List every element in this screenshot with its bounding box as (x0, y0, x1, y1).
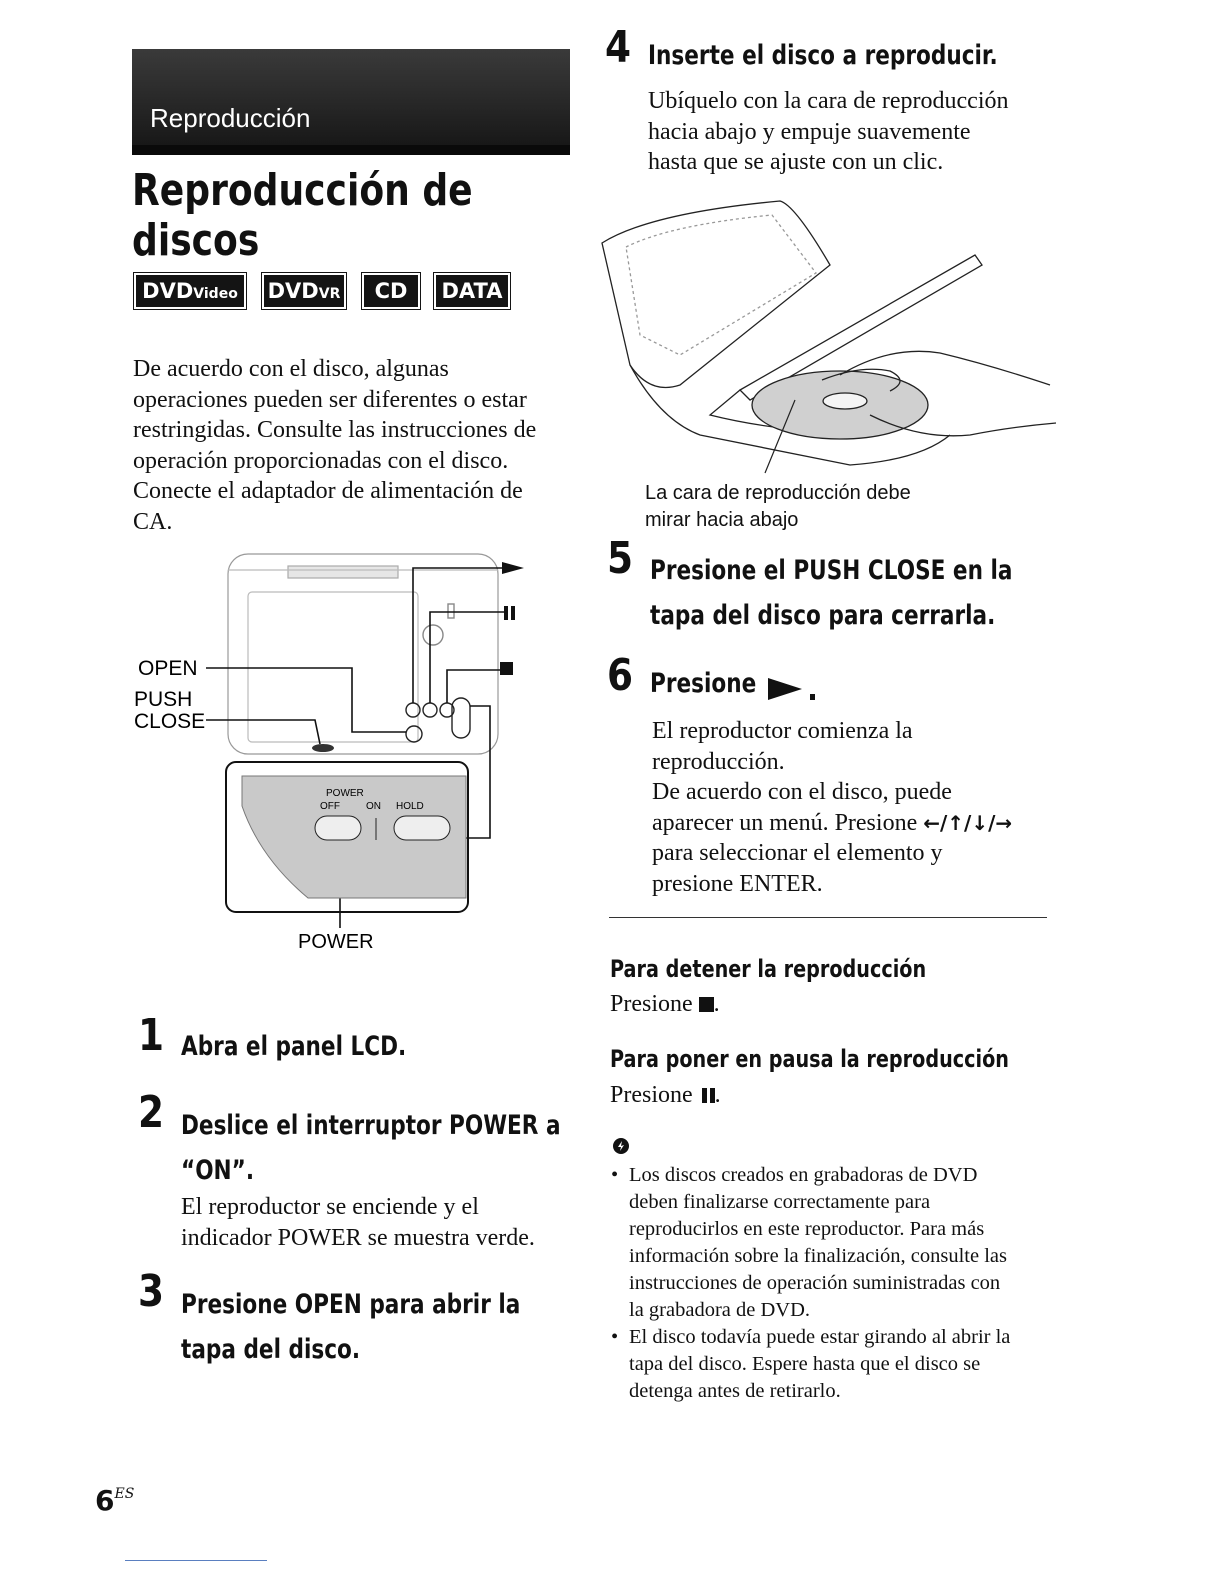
play-icon (768, 674, 828, 706)
tip-line: reproducirlos en este reproductor. Para más (629, 1218, 985, 1240)
tip-line: deben finalizarse correctamente para (629, 1191, 931, 1213)
push-close-latch (312, 744, 334, 752)
step-3-heading-line: tapa del disco. (181, 1334, 361, 1365)
step-2-body (181, 1192, 535, 1253)
section-header-underbar (132, 145, 570, 155)
step-6-heading-line: Presione (650, 668, 757, 699)
step-3-heading-line: Presione OPEN para abrir la (181, 1289, 521, 1320)
pause-icon (702, 1088, 707, 1103)
label-open: OPEN (138, 657, 198, 680)
disc-insertion-illustration (590, 195, 1070, 485)
switch-power-text: POWER (326, 788, 364, 799)
stop-text-label: Presione (610, 991, 693, 1017)
step-4-heading-line: Inserte el disco a reproducir. (648, 40, 998, 71)
intro-line: Conecte el adaptador de alimentación de (133, 478, 523, 504)
step-4-body (648, 86, 1009, 178)
player-controls-diagram (130, 548, 550, 958)
hold-switch (394, 816, 450, 840)
step-2-body-line: indicador POWER se muestra verde. (181, 1224, 535, 1251)
step-4-body-line: hasta que se ajuste con un clic. (648, 149, 944, 175)
step-1 (138, 1010, 169, 1061)
pause-text-label: Presione (610, 1082, 693, 1108)
intro-line: operaciones pueden ser diferentes o estar (133, 386, 527, 413)
page-title-line-1: Reproducción de (132, 165, 473, 216)
badge-dvd-video (134, 273, 246, 309)
intro-line: operación proporcionadas con el disco. (133, 447, 509, 474)
page-number-digit: 6 (95, 1484, 115, 1517)
step-3-number: 3 (138, 1266, 165, 1317)
stop-icon (699, 997, 714, 1012)
switch-on-text: ON (366, 801, 381, 812)
stop-text: Presione . (610, 991, 720, 1017)
step-2-heading-line: “ON”. (181, 1155, 255, 1186)
step-5-heading (650, 550, 1103, 640)
divider (609, 917, 1047, 918)
step-6 (607, 650, 638, 701)
step-4-body-line: Ubíquelo con la cara de reproducción (648, 88, 1009, 114)
step-4-number: 4 (605, 22, 632, 73)
step-6-body-line: El reproductor comienza la (652, 718, 913, 744)
figure-caption-line: La cara de reproducción debe (645, 482, 911, 504)
step-6-body (652, 716, 1072, 899)
switch-hold-text: HOLD (396, 801, 424, 812)
step-2-number: 2 (138, 1087, 165, 1138)
intro-line: restringidas. Consulte las instrucciones de (133, 417, 537, 443)
badge-dvd-vr-main: DVD (267, 279, 319, 303)
page-number (95, 1484, 134, 1517)
arrow-keys-icon: ←/↑/↓/→ (923, 810, 1013, 835)
intro-line: CA. (133, 508, 173, 535)
step-6-body-line: para seleccionar el elemento y (652, 840, 943, 866)
step-6-body-line: De acuerdo con el disco, puede (652, 779, 952, 805)
step-1-number: 1 (138, 1010, 165, 1061)
tips-list (611, 1162, 1061, 1405)
tip-line: detenga antes de retirarlo. (629, 1380, 841, 1402)
step-6-body-line: reproducción. (652, 748, 785, 775)
step-4-body-line: hacia abajo y empuje suavemente (648, 118, 971, 145)
step-1-heading-line: Abra el panel LCD. (181, 1031, 407, 1062)
stop-heading (610, 955, 1005, 983)
step-1-heading (181, 1031, 463, 1062)
label-power: POWER (298, 931, 374, 953)
lcd-panel (602, 201, 830, 388)
step-5-heading-line: tapa del disco para cerrarla. (650, 600, 996, 631)
step-2 (138, 1087, 169, 1138)
figure-caption (645, 480, 911, 534)
tip-line: • El disco todavía puede estar girando al abrir la (629, 1326, 1011, 1348)
step-2-heading-line: Deslice el interruptor POWER a (181, 1110, 561, 1141)
badge-dvd-video-main: DVD (142, 279, 194, 303)
tip-line: instrucciones de operación suministradas con (629, 1272, 1001, 1294)
intro-paragraph (133, 354, 583, 537)
tip-line: la grabadora de DVD. (629, 1299, 811, 1321)
section-header-band (132, 49, 570, 155)
badge-data (434, 273, 510, 309)
page-title (132, 166, 547, 266)
player-outline (228, 554, 498, 754)
step-2-body-line: El reproductor se enciende y el (181, 1194, 479, 1220)
badge-cd (362, 273, 420, 309)
intro-line: De acuerdo con el disco, algunas (133, 356, 449, 382)
badge-data-main: DATA (441, 279, 503, 303)
step-6-number: 6 (607, 650, 634, 701)
pause-symbol-icon (504, 606, 515, 620)
step-6-body-line: presione ENTER. (652, 870, 823, 897)
page-title-line-2: discos (132, 215, 260, 266)
pause-heading-text: Para poner en pausa la reproducción (610, 1045, 1009, 1073)
tip-item (611, 1324, 1061, 1405)
step-5-number: 5 (607, 533, 634, 584)
switch-off-text: OFF (320, 801, 340, 812)
tip-icon (611, 1135, 633, 1157)
control-buttons (406, 604, 470, 742)
section-header-label: Reproducción (150, 103, 311, 133)
tip-line: información sobre la finalización, consulte las (629, 1245, 1007, 1267)
step-3-heading (181, 1284, 605, 1374)
step-3 (138, 1266, 169, 1317)
step-2-heading (181, 1105, 655, 1195)
badge-dvd-video-sub: Video (193, 286, 238, 302)
power-switch (315, 816, 361, 840)
label-push: PUSH (134, 688, 193, 711)
badge-cd-main: CD (374, 279, 408, 303)
badge-dvd-vr (262, 273, 346, 309)
page-number-suffix: ES (114, 1486, 135, 1502)
switch-panel (226, 762, 468, 912)
tip-line: • Los discos creados en grabadoras de DVD (629, 1164, 978, 1186)
label-close: CLOSE (134, 710, 206, 733)
step-5 (607, 533, 638, 584)
badge-dvd-vr-sub: VR (318, 286, 341, 302)
step-4 (605, 22, 636, 73)
step-4-heading (648, 40, 1085, 71)
stop-symbol-icon (500, 662, 513, 675)
stop-heading-text: Para detener la reproducción (610, 955, 927, 983)
step-6-body-line: aparecer un menú. Presione (652, 809, 918, 836)
pause-heading (610, 1045, 1109, 1073)
pause-text: Presione . (610, 1082, 721, 1108)
step-5-heading-line: Presione el PUSH CLOSE en la (650, 555, 1013, 586)
tip-item (611, 1162, 1061, 1324)
figure-caption-line: mirar hacia abajo (645, 509, 799, 531)
play-symbol-icon (502, 562, 524, 574)
tip-line: tapa del disco. Espere hasta que el disco se (629, 1353, 981, 1375)
footer-rule (125, 1560, 267, 1561)
step-6-heading (650, 668, 783, 699)
